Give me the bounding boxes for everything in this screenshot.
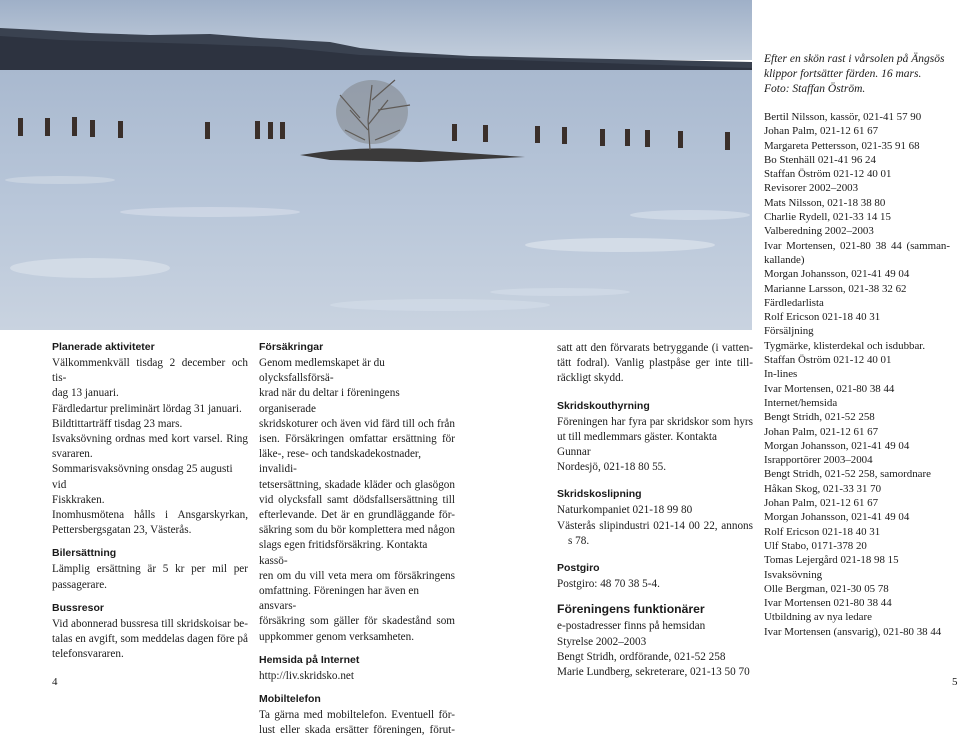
page-number-left: 4 — [52, 676, 58, 688]
list-item: Tygmärke, klisterdekal och isdubbar. — [764, 339, 926, 352]
text-line: efterlevande. Det är en grundläggande för- — [259, 509, 455, 522]
list-item: Olle Bergman, 021-30 05 78 — [764, 582, 889, 595]
list-item: Marianne Larsson, 021-38 32 62 — [764, 282, 907, 295]
list-item: Revisorer 2002–2003 — [764, 182, 859, 195]
text-line: Inomhusmötena hålls i Ansgarskyrkan, — [52, 509, 248, 522]
list-item: Johan Palm, 021-12 61 67 — [764, 497, 879, 510]
text-line: Marie Lundberg, sekreterare, 021-13 50 70 — [557, 666, 750, 679]
column-3 — [557, 341, 753, 680]
list-item: Bengt Stridh, 021-52 258 — [764, 411, 875, 424]
photo-frozen-lake — [0, 0, 752, 330]
list-item: Ulf Stabo, 0171-378 20 — [764, 539, 867, 552]
heading-mobile-phone: Mobiltelefon — [259, 693, 321, 706]
text-line: talas en avgift, som meddelas dagen före på — [52, 633, 248, 646]
list-item: Isvaksövning — [764, 568, 823, 581]
text-line: omfattning. Föreningen har även en ansvars- — [259, 585, 419, 613]
website-link[interactable]: http://liv.skridsko.net — [259, 669, 354, 682]
text-line: vid olycksfall samt dödsfallsersättning till — [259, 493, 455, 506]
text-line: e-postadresser finns på hemsidan — [557, 620, 706, 633]
text-line: Vid abonnerad bussresa till skridskoisar be- — [52, 617, 248, 630]
heading-planned-activities: Planerade aktiviteter — [52, 341, 155, 353]
list-item: Morgan Johansson, 021-41 49 04 — [764, 511, 910, 524]
text-line: försäkring som gäller för skadestånd som — [259, 615, 455, 628]
list-item: Morgan Johansson, 021-41 49 04 — [764, 268, 910, 281]
text-line: Isvaksövning ordnas med kort varsel. Ring — [52, 433, 248, 446]
text-line: lust eller skada ersätter föreningen, förut- — [259, 724, 455, 737]
text-line: slags egen fritidsförsäkring. Kontakta kassö- — [259, 539, 428, 567]
list-item: Rolf Ericson 021-18 40 31 — [764, 311, 881, 324]
column-4-officials-list — [764, 110, 950, 639]
text-line: passagerare. — [52, 578, 107, 591]
text-line: uppkommer genom verksamheten. — [259, 630, 415, 643]
text-line: dag 13 januari. — [52, 387, 119, 400]
list-item: Valberedning 2002–2003 — [764, 225, 874, 238]
list-item: Tomas Lejergård 021-18 98 15 — [764, 554, 899, 567]
text-line: säkring som du bör komplettera med någon — [259, 524, 455, 537]
heading-postgiro: Postgiro — [557, 562, 600, 575]
text-line: Välkommenkväll tisdag 2 december och tis- — [52, 357, 248, 385]
text-line: Bildtittarträff tisdag 23 mars. — [52, 417, 183, 430]
list-item: Israpportörer 2003–2004 — [764, 454, 873, 467]
list-item: Rolf Ericson 021-18 40 31 — [764, 525, 881, 538]
list-item: Bo Stenhäll 021-41 96 24 — [764, 153, 876, 166]
text-line: Genom medlemskapet är du olycksfallsförsä- — [259, 357, 385, 385]
text-line: Styrelse 2002–2003 — [557, 635, 647, 648]
list-item: Staffan Öström 021-12 40 01 — [764, 168, 892, 181]
text-line: ut till medlemmars gäster. Kontakta Gunnar — [557, 430, 718, 459]
text-line: Postgiro: 48 70 38 5-4. — [557, 578, 660, 591]
list-item: Ivar Mortensen 021-80 38 44 — [764, 597, 892, 610]
list-item: Ivar Mortensen, 021-80 38 44 (samman- — [764, 239, 950, 252]
text-line: Naturkompaniet 021-18 99 80 — [557, 504, 693, 517]
text-line: Lämplig ersättning är 5 kr per mil per — [52, 563, 248, 576]
heading-officials: Föreningens funktionärer — [557, 602, 705, 617]
text-line: Bengt Stridh, ordförande, 021-52 258 — [557, 650, 726, 663]
list-item: Ivar Mortensen, 021-80 38 44 — [764, 382, 895, 395]
list-item: Utbildning av nya ledare — [764, 611, 872, 624]
heading-car-compensation: Bilersättning — [52, 547, 117, 560]
text-line: Sommarisvaksövning onsdag 25 augusti vid — [52, 463, 233, 491]
list-item: Mats Nilsson, 021-18 38 80 — [764, 196, 886, 209]
heading-bus-trips: Bussresor — [52, 601, 104, 614]
text-line: telefonsvararen. — [52, 648, 124, 661]
text-line: skridskoturer och även vid färd till och från — [259, 417, 455, 430]
list-item: Internet/hemsida — [764, 396, 838, 409]
list-item: Bengt Stridh, 021-52 258, samordnare — [764, 468, 931, 481]
text-line: ren om du vill veta mera om försäkringens — [259, 569, 455, 582]
text-line: tätt fodral). Vanlig plastpåse ger inte till- — [557, 357, 753, 370]
text-line: Pettersbergsgatan 23, Västerås. — [52, 524, 192, 537]
list-item: Ivar Mortensen (ansvarig), 021-80 38 44 — [764, 625, 942, 638]
text-line: Västerås slipindustri 021-14 00 22, annons — [557, 519, 753, 532]
page-number-right: 5 — [952, 676, 958, 688]
text-line: s 78. — [568, 534, 590, 547]
text-line: krad när du deltar i föreningens organiserade — [259, 387, 400, 415]
list-item: In-lines — [764, 368, 798, 381]
list-item: Margareta Pettersson, 021-35 91 68 — [764, 139, 920, 152]
list-item: Färdledarlista — [764, 296, 824, 309]
list-item: Morgan Johansson, 021-41 49 04 — [764, 439, 910, 452]
heading-insurance: Försäkringar — [259, 341, 324, 353]
list-item: Johan Palm, 021-12 61 67 — [764, 125, 879, 138]
text-line: Fiskkraken. — [52, 493, 105, 506]
heading-website: Hemsida på Internet — [259, 653, 360, 666]
text-line: tetsersättning, skadade kläder och glasögon — [259, 478, 455, 491]
list-item: Bertil Nilsson, kassör, 021-41 57 90 — [764, 111, 922, 123]
text-line: svararen. — [52, 448, 93, 461]
column-2 — [259, 340, 455, 738]
text-line: isen. Försäkringen omfattar ersättning för — [259, 433, 455, 446]
list-item: kallande) — [764, 253, 805, 266]
heading-skate-rental: Skridskouthyrning — [557, 399, 650, 412]
list-item: Charlie Rydell, 021-33 14 15 — [764, 211, 891, 224]
text-line: Nordesjö, 021-18 80 55. — [557, 461, 667, 474]
text-line: Ta gärna med mobiltelefon. Eventuell för- — [259, 709, 455, 722]
photo-caption: Efter en skön rast i vårsolen på Ängsös klippor fortsätter färden. 16 mars. Foto: Staffan Öström. — [764, 53, 945, 95]
heading-skate-sharpening: Skridskoslipning — [557, 488, 642, 501]
text-line: satt att den förvarats betryggande (i vatten- — [557, 342, 753, 354]
list-item: Försäljning — [764, 325, 814, 338]
text-line: räckligt skydd. — [557, 372, 624, 385]
list-item: Håkan Skog, 021-33 31 70 — [764, 482, 882, 495]
column-1 — [52, 340, 248, 662]
text-line: Färdledartur preliminärt lördag 31 januari. — [52, 402, 242, 415]
text-line: Föreningen har fyra par skridskor som hyrs — [557, 415, 753, 428]
text-line: läke-, rese- och tandskadekostnader, invalidi- — [259, 448, 422, 476]
list-item: Johan Palm, 021-12 61 67 — [764, 425, 879, 438]
list-item: Staffan Öström 021-12 40 01 — [764, 354, 892, 367]
